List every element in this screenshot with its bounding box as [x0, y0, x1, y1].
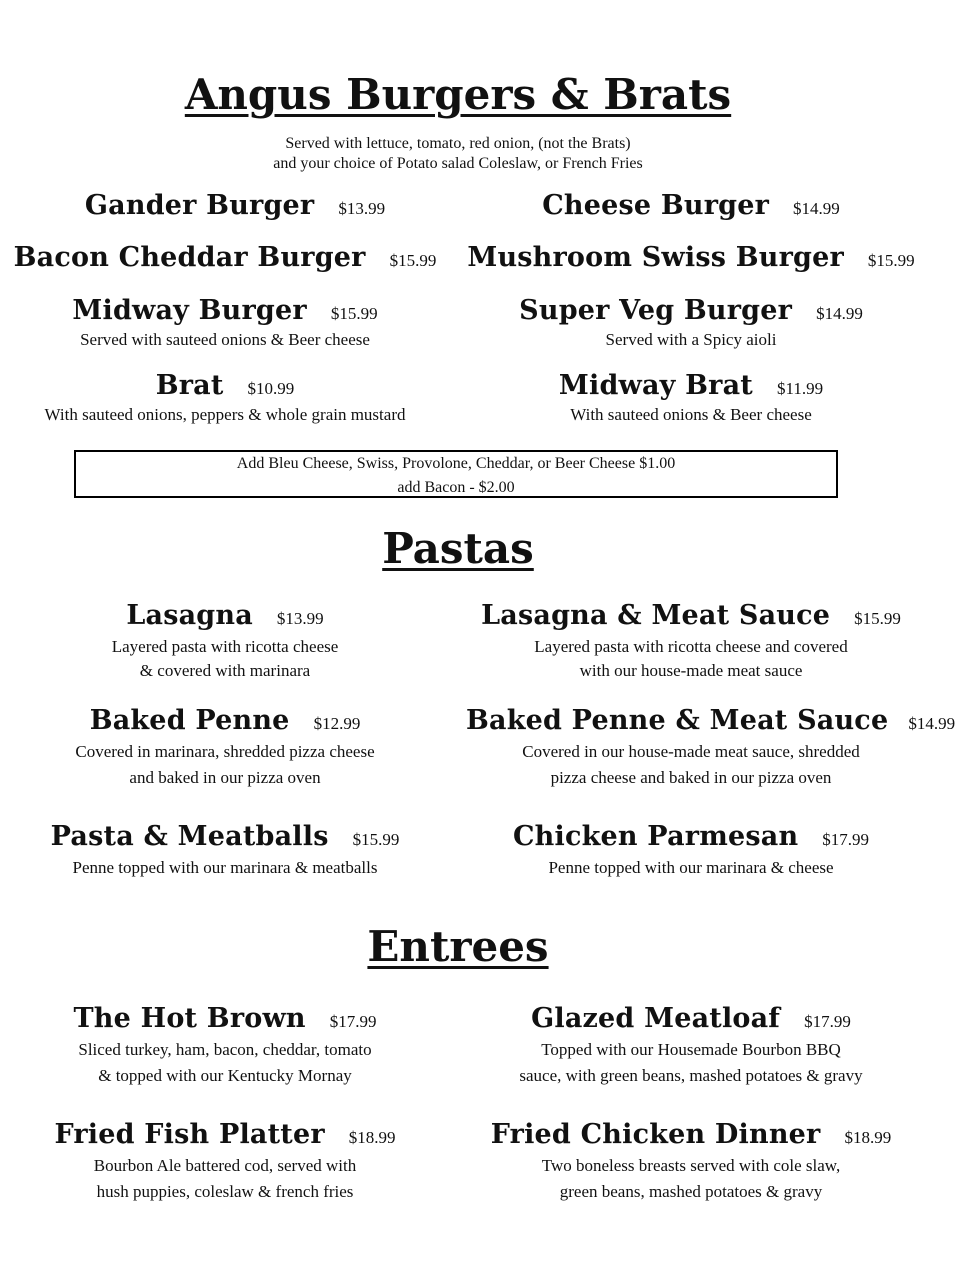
item-description	[10, 856, 440, 880]
item-price: $13.99	[338, 199, 386, 218]
item-description-line1: Penne topped with our marinara & cheese	[548, 858, 834, 877]
item-description	[466, 856, 916, 880]
burgers-intro	[0, 134, 916, 174]
item-name: Lasagna	[126, 600, 253, 631]
item-description-line1: Sliced turkey, ham, bacon, cheddar, tomato	[78, 1040, 372, 1059]
item-price: $17.99	[804, 1012, 851, 1031]
item-description-line2: green beans, mashed potatoes & gravy	[559, 1182, 823, 1201]
menu-item-midway-brat	[466, 370, 916, 427]
item-description-line2: sauce, with green beans, mashed potatoes & gravy	[519, 1066, 863, 1085]
item-description-line1: Penne topped with our marinara & meatballs	[72, 858, 378, 877]
menu-item-brat	[10, 370, 440, 427]
item-name: Chicken Parmesan	[512, 821, 799, 852]
item-name: Baked Penne & Meat Sauce	[466, 705, 889, 736]
addon-box	[74, 450, 838, 498]
item-name: Glazed Meatloaf	[531, 1003, 781, 1034]
section-title-entrees: Entrees	[367, 922, 549, 971]
item-price: $15.99	[867, 251, 915, 270]
item-description-line1: Bourbon Ale battered cod, served with	[93, 1156, 357, 1175]
item-price: $15.99	[330, 304, 378, 323]
menu-item-midway-burger	[10, 295, 440, 352]
item-price: $18.99	[844, 1128, 892, 1147]
item-name: Super Veg Burger	[519, 295, 793, 326]
item-price: $15.99	[389, 251, 437, 270]
item-name: Baked Penne	[89, 705, 290, 736]
item-name: Midway Burger	[72, 295, 307, 326]
menu-item-fried-fish-platter	[10, 1119, 440, 1204]
menu-item-pasta-meatballs	[10, 821, 440, 880]
item-price: $17.99	[822, 830, 870, 849]
item-description	[466, 1154, 916, 1204]
item-name: The Hot Brown	[73, 1003, 306, 1034]
burgers-intro-line1: Served with lettuce, tomato, red onion, (not the Brats)	[285, 135, 631, 152]
item-description-line2: hush puppies, coleslaw & french fries	[96, 1182, 354, 1201]
item-price: $15.99	[352, 830, 400, 849]
item-description-line1: Layered pasta with ricotta cheese	[111, 637, 339, 656]
menu-item-baked-penne	[10, 705, 440, 790]
item-name: Gander Burger	[84, 190, 315, 221]
item-price: $14.99	[816, 304, 863, 323]
section-title-burgers: Angus Burgers & Brats	[184, 70, 732, 119]
item-description-line2: with our house-made meat sauce	[579, 661, 803, 680]
item-price: $15.99	[854, 609, 901, 628]
item-name: Midway Brat	[558, 370, 753, 401]
item-name: Mushroom Swiss Burger	[467, 242, 844, 273]
item-name: Fried Chicken Dinner	[490, 1119, 821, 1150]
item-name: Pasta & Meatballs	[50, 821, 329, 852]
item-price: $13.99	[276, 609, 324, 628]
item-price: $18.99	[348, 1128, 396, 1147]
item-name: Cheese Burger	[542, 190, 770, 221]
item-name: Lasagna & Meat Sauce	[481, 600, 831, 631]
item-description	[10, 1038, 440, 1088]
menu-item-bacon-cheddar-burger	[0, 242, 450, 273]
item-description: With sauteed onions & Beer cheese	[570, 405, 812, 424]
menu-item-mushroom-swiss-burger	[466, 242, 916, 273]
menu-item-lasagna-meat-sauce	[466, 600, 916, 683]
item-price: $14.99	[908, 714, 955, 733]
item-description-line2: and baked in our pizza oven	[129, 768, 321, 787]
item-description: Served with sauteed onions & Beer cheese	[80, 330, 370, 349]
item-description-line1: Covered in marinara, shredded pizza cheese	[75, 742, 375, 761]
item-description-line2: & covered with marinara	[139, 661, 311, 680]
menu-item-fried-chicken-dinner	[466, 1119, 916, 1204]
item-description-line1: Two boneless breasts served with cole slaw,	[541, 1156, 841, 1175]
menu-item-cheese-burger	[466, 190, 916, 221]
item-description: Served with a Spicy aioli	[605, 330, 777, 349]
item-description	[10, 740, 440, 790]
addon-line1: Add Bleu Cheese, Swiss, Provolone, Cheddar, or Beer Cheese $1.00	[236, 455, 676, 472]
menu-item-gander-burger	[20, 190, 450, 221]
item-description	[10, 635, 440, 683]
addon-line2: add Bacon - $2.00	[397, 479, 515, 496]
menu-item-lasagna	[10, 600, 440, 683]
item-name: Brat	[155, 370, 224, 401]
menu-item-chicken-parmesan	[466, 821, 916, 880]
section-title-pastas: Pastas	[382, 524, 534, 573]
menu-item-glazed-meatloaf	[466, 1003, 916, 1088]
item-price: $12.99	[313, 714, 361, 733]
item-description-line1: Topped with our Housemade Bourbon BBQ	[541, 1040, 841, 1059]
item-description-line1: Layered pasta with ricotta cheese and covered	[534, 637, 848, 656]
item-description	[466, 740, 916, 790]
menu-item-baked-penne-meat-sauce	[466, 705, 955, 790]
item-description	[466, 1038, 916, 1088]
item-description-line1: Covered in our house-made meat sauce, shredded	[522, 742, 860, 761]
item-name: Bacon Cheddar Burger	[13, 242, 366, 273]
item-price: $14.99	[793, 199, 840, 218]
item-description: With sauteed onions, peppers & whole grain mustard	[44, 405, 406, 424]
item-price: $10.99	[247, 379, 295, 398]
menu-item-super-veg-burger	[466, 295, 916, 352]
item-price: $11.99	[776, 379, 824, 398]
item-description	[10, 1154, 440, 1204]
item-name: Fried Fish Platter	[54, 1119, 325, 1150]
item-description	[466, 635, 916, 683]
burgers-intro-line2: and your choice of Potato salad Coleslaw, or French Fries	[273, 155, 643, 172]
item-price: $17.99	[329, 1012, 377, 1031]
menu-item-hot-brown	[10, 1003, 440, 1088]
item-description-line2: & topped with our Kentucky Mornay	[98, 1066, 352, 1085]
item-description-line2: pizza cheese and baked in our pizza oven	[550, 768, 832, 787]
